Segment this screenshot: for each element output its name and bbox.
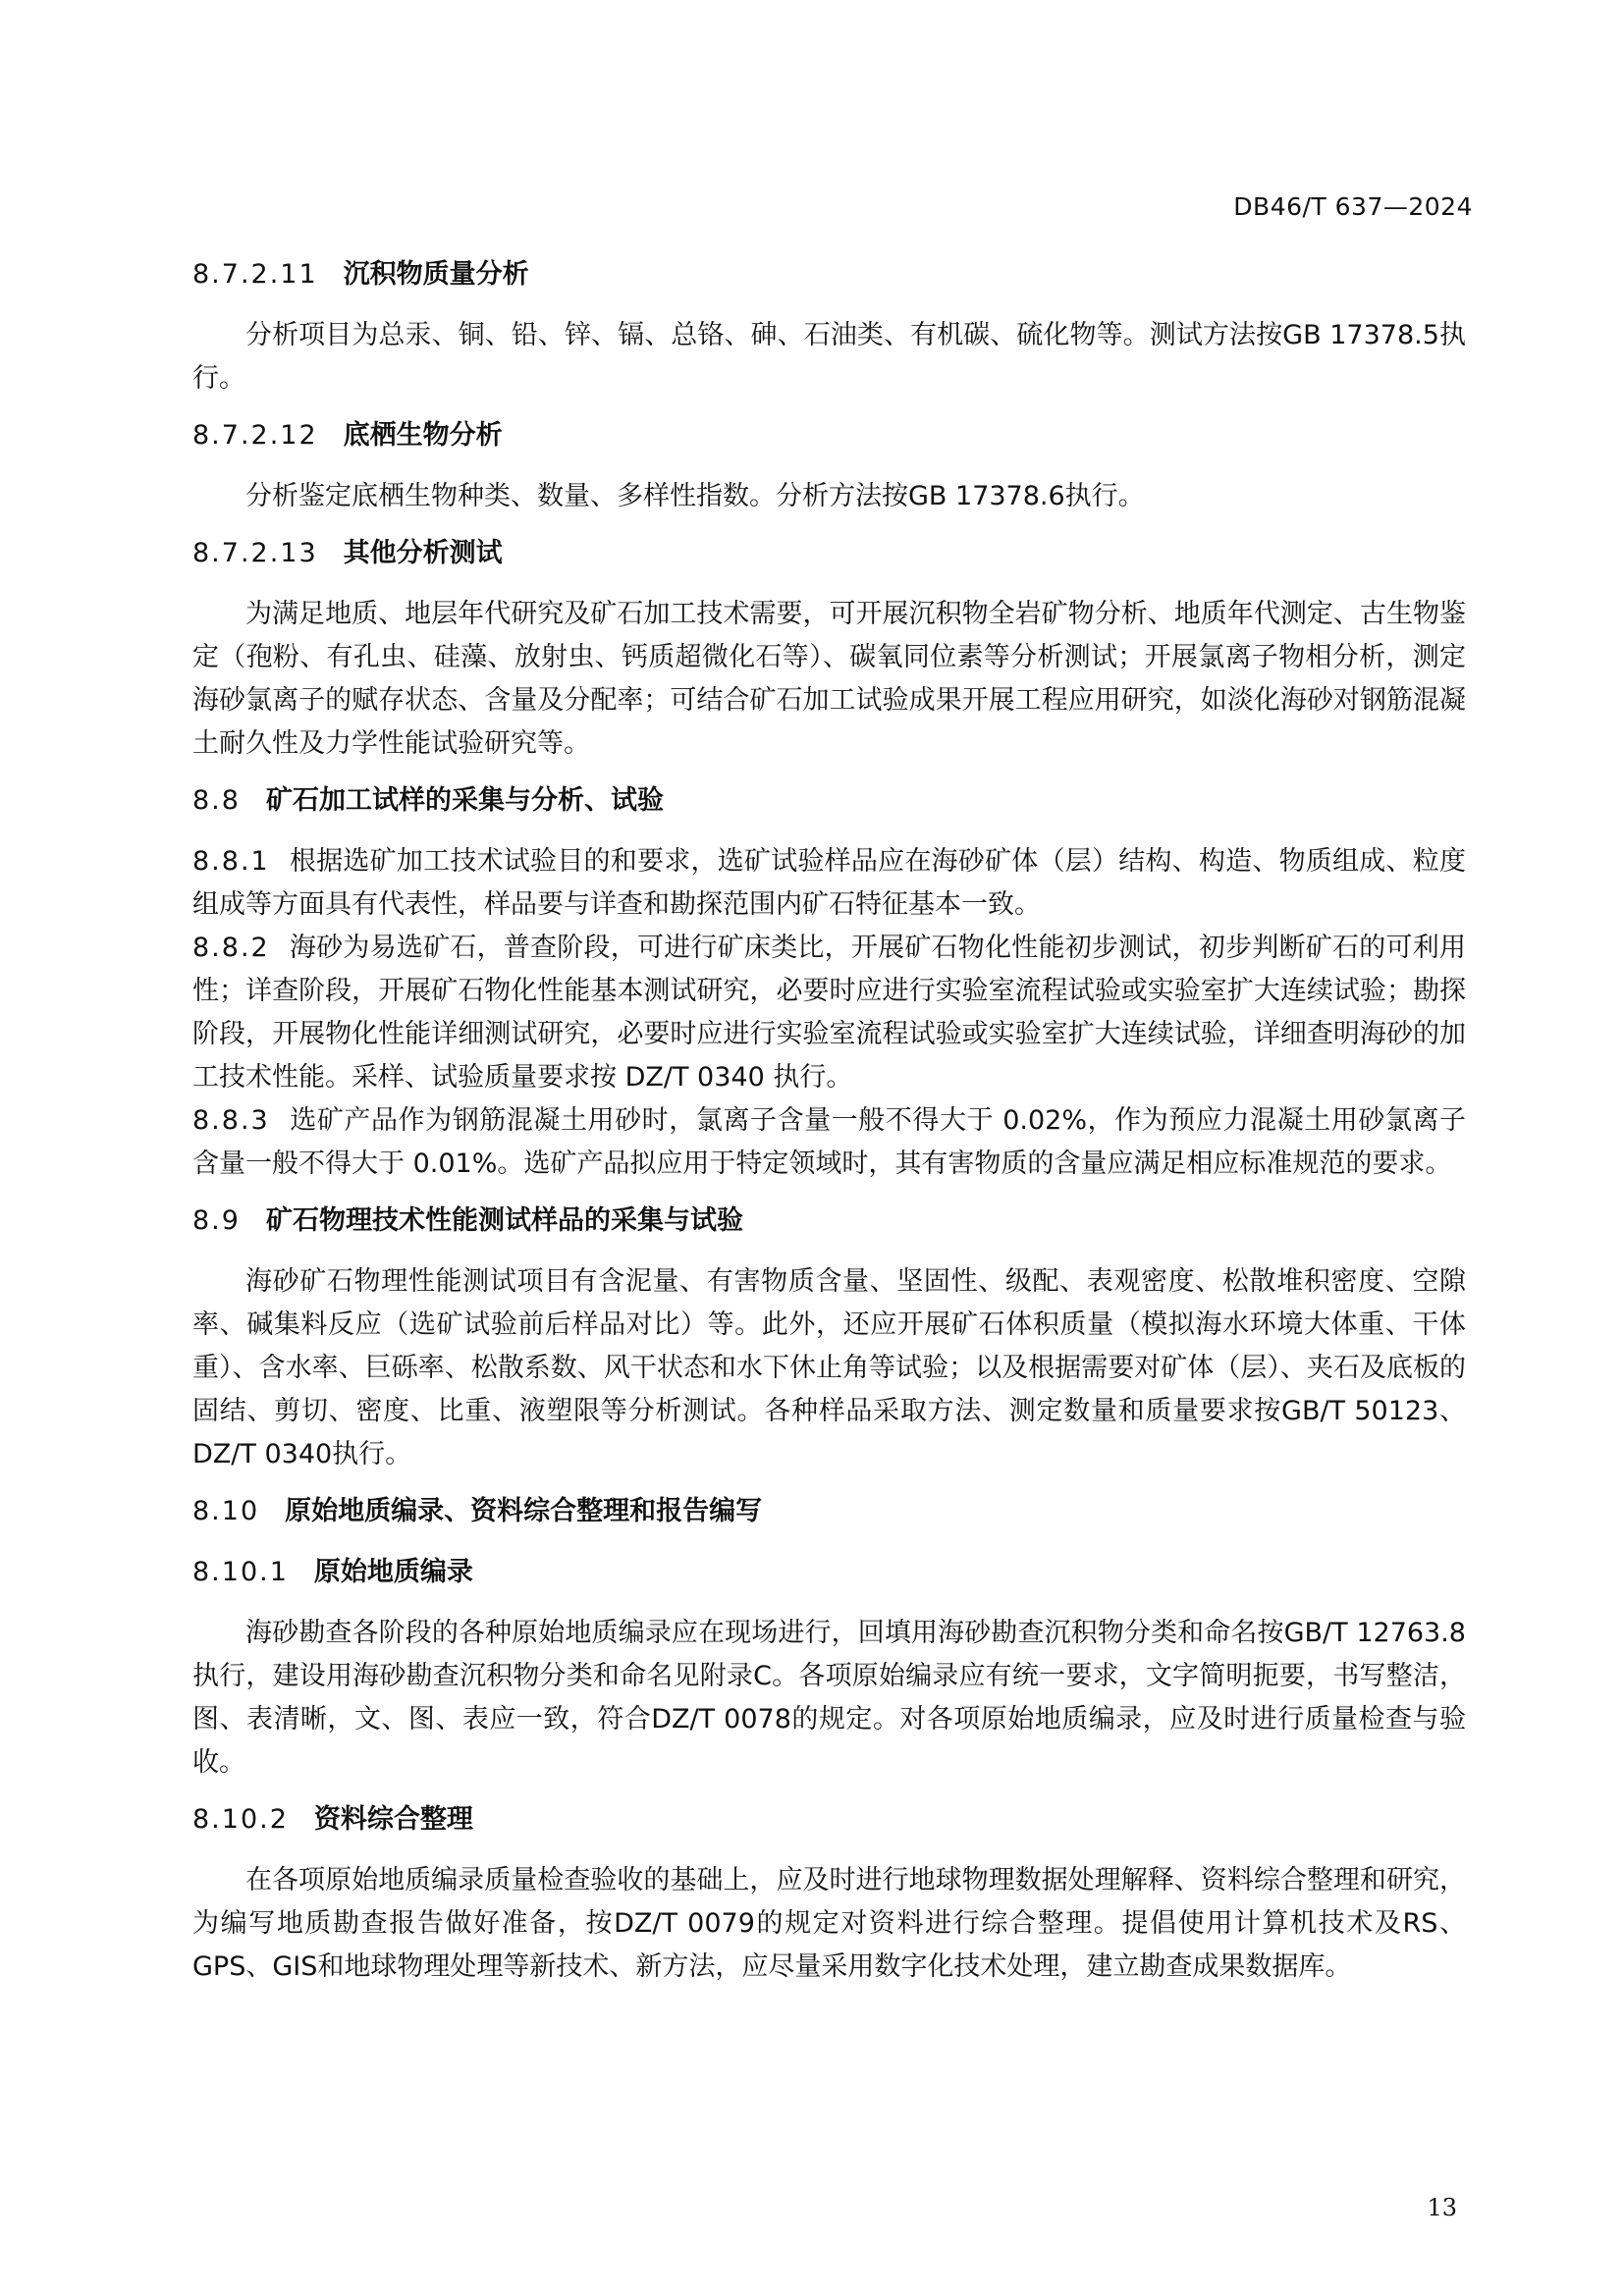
paragraph: 海砂勘查各阶段的各种原始地质编录应在现场进行，回填用海砂勘查沉积物分类和命名按GB/T 12763.8执行，建设用海砂勘查沉积物分类和命名见附录C。各项原始编录应有统一要求，文字简明扼要，书写整洁，图、表清晰，文、图、表应一致，符合DZ/T 0078的规定。对各项原始地质编录，应及时进行质量检查与验收。	[192, 1618, 1466, 1778]
clause-number: 8.8.3	[192, 1105, 270, 1136]
section-heading	[192, 532, 1466, 575]
section-title: 原始地质编录、资料综合整理和报告编写	[285, 1496, 763, 1526]
numbered-paragraph	[192, 927, 1466, 1099]
paragraph: 为满足地质、地层年代研究及矿石加工技术需要，可开展沉积物全岩矿物分析、地质年代测定、古生物鉴定（孢粉、有孔虫、硅藻、放射虫、钙质超微化石等）、碳氧同位素等分析测试；开展氯离子物相分析，测定海砂氯离子的赋存状态、含量及分配率；可结合矿石加工试验成果开展工程应用研究，如淡化海砂对钢筋混凝土耐久性及力学性能试验研究等。	[192, 599, 1466, 759]
section-number: 8.7.2.13	[192, 538, 318, 568]
section-heading	[192, 1551, 1466, 1594]
page-number: 13	[1427, 2194, 1457, 2221]
document-id-header: DB46/T 637—2024	[1233, 192, 1473, 221]
section-title: 矿石物理技术性能测试样品的采集与试验	[265, 1205, 743, 1236]
section-number: 8.7.2.11	[192, 259, 318, 290]
clause-text: 根据选矿加工技术试验目的和要求，选矿试验样品应在海砂矿体（层）结构、构造、物质组成、粒度组成等方面具有代表性，样品要与详查和勘探范围内矿石特征基本一致。	[192, 846, 1466, 920]
section-title: 沉积物质量分析	[343, 259, 529, 290]
document-body	[192, 253, 1466, 2002]
section-title: 原始地质编录	[313, 1557, 473, 1587]
section-title: 底栖生物分析	[343, 420, 503, 451]
section-heading	[192, 414, 1466, 457]
numbered-paragraph	[192, 840, 1466, 927]
paragraph: 在各项原始地质编录质量检查验收的基础上，应及时进行地球物理数据处理解释、资料综合整理和研究，为编写地质勘查报告做好准备，按DZ/T 0079的规定对资料进行综合整理。提倡使用计算机技术及RS、GPS、GIS和地球物理处理等新技术、新方法，应尽量采用数字化技术处理，建立勘查成果数据库。	[192, 1865, 1466, 1982]
section-number: 8.10.1	[192, 1557, 289, 1587]
section-title: 矿石加工试样的采集与分析、试验	[265, 785, 664, 816]
paragraph: 海砂矿石物理性能测试项目有含泥量、有害物质含量、坚固性、级配、表观密度、松散堆积密度、空隙率、碱集料反应（选矿试验前后样品对比）等。此外，还应开展矿石体积质量（模拟海水环境大体重、干体重）、含水率、巨砾率、松散系数、风干状态和水下休止角等试验；以及根据需要对矿体（层）、夹石及底板的固结、剪切、密度、比重、液塑限等分析测试。各种样品采取方法、测定数量和质量要求按GB/T 50123、DZ/T 0340执行。	[192, 1266, 1466, 1469]
section-number: 8.10.2	[192, 1804, 289, 1835]
section-title: 其他分析测试	[343, 538, 503, 568]
section-title: 资料综合整理	[313, 1804, 473, 1835]
section-number: 8.8	[192, 785, 241, 816]
paragraph: 分析项目为总汞、铜、铅、锌、镉、总铬、砷、石油类、有机碳、硫化物等。测试方法按GB 17378.5执行。	[192, 320, 1466, 394]
section-heading	[192, 1490, 1466, 1533]
section-number: 8.10	[192, 1496, 260, 1526]
section-heading	[192, 779, 1466, 823]
section-number: 8.7.2.12	[192, 420, 318, 451]
clause-number: 8.8.2	[192, 933, 270, 963]
section-heading	[192, 1200, 1466, 1243]
clause-text: 选矿产品作为钢筋混凝土用砂时，氯离子含量一般不得大于 0.02%，作为预应力混凝土用砂氯离子含量一般不得大于 0.01%。选矿产品拟应用于特定领域时，其有害物质的含量应满足相应标准规范的要求。	[192, 1105, 1466, 1179]
clause-text: 海砂为易选矿石，普查阶段，可进行矿床类比，开展矿石物化性能初步测试，初步判断矿石的可利用性；详查阶段，开展矿石物化性能基本测试研究，必要时应进行实验室流程试验或实验室扩大连续试验；勘探阶段，开展物化性能详细测试研究，必要时应进行实验室流程试验或实验室扩大连续试验，详细查明海砂的加工技术性能。采样、试验质量要求按 DZ/T 0340 执行。	[192, 933, 1466, 1093]
section-heading	[192, 253, 1466, 296]
section-heading	[192, 1798, 1466, 1842]
paragraph: 分析鉴定底栖生物种类、数量、多样性指数。分析方法按GB 17378.6执行。	[245, 481, 1145, 511]
numbered-paragraph	[192, 1099, 1466, 1186]
section-number: 8.9	[192, 1205, 241, 1236]
clause-number: 8.8.1	[192, 846, 270, 877]
